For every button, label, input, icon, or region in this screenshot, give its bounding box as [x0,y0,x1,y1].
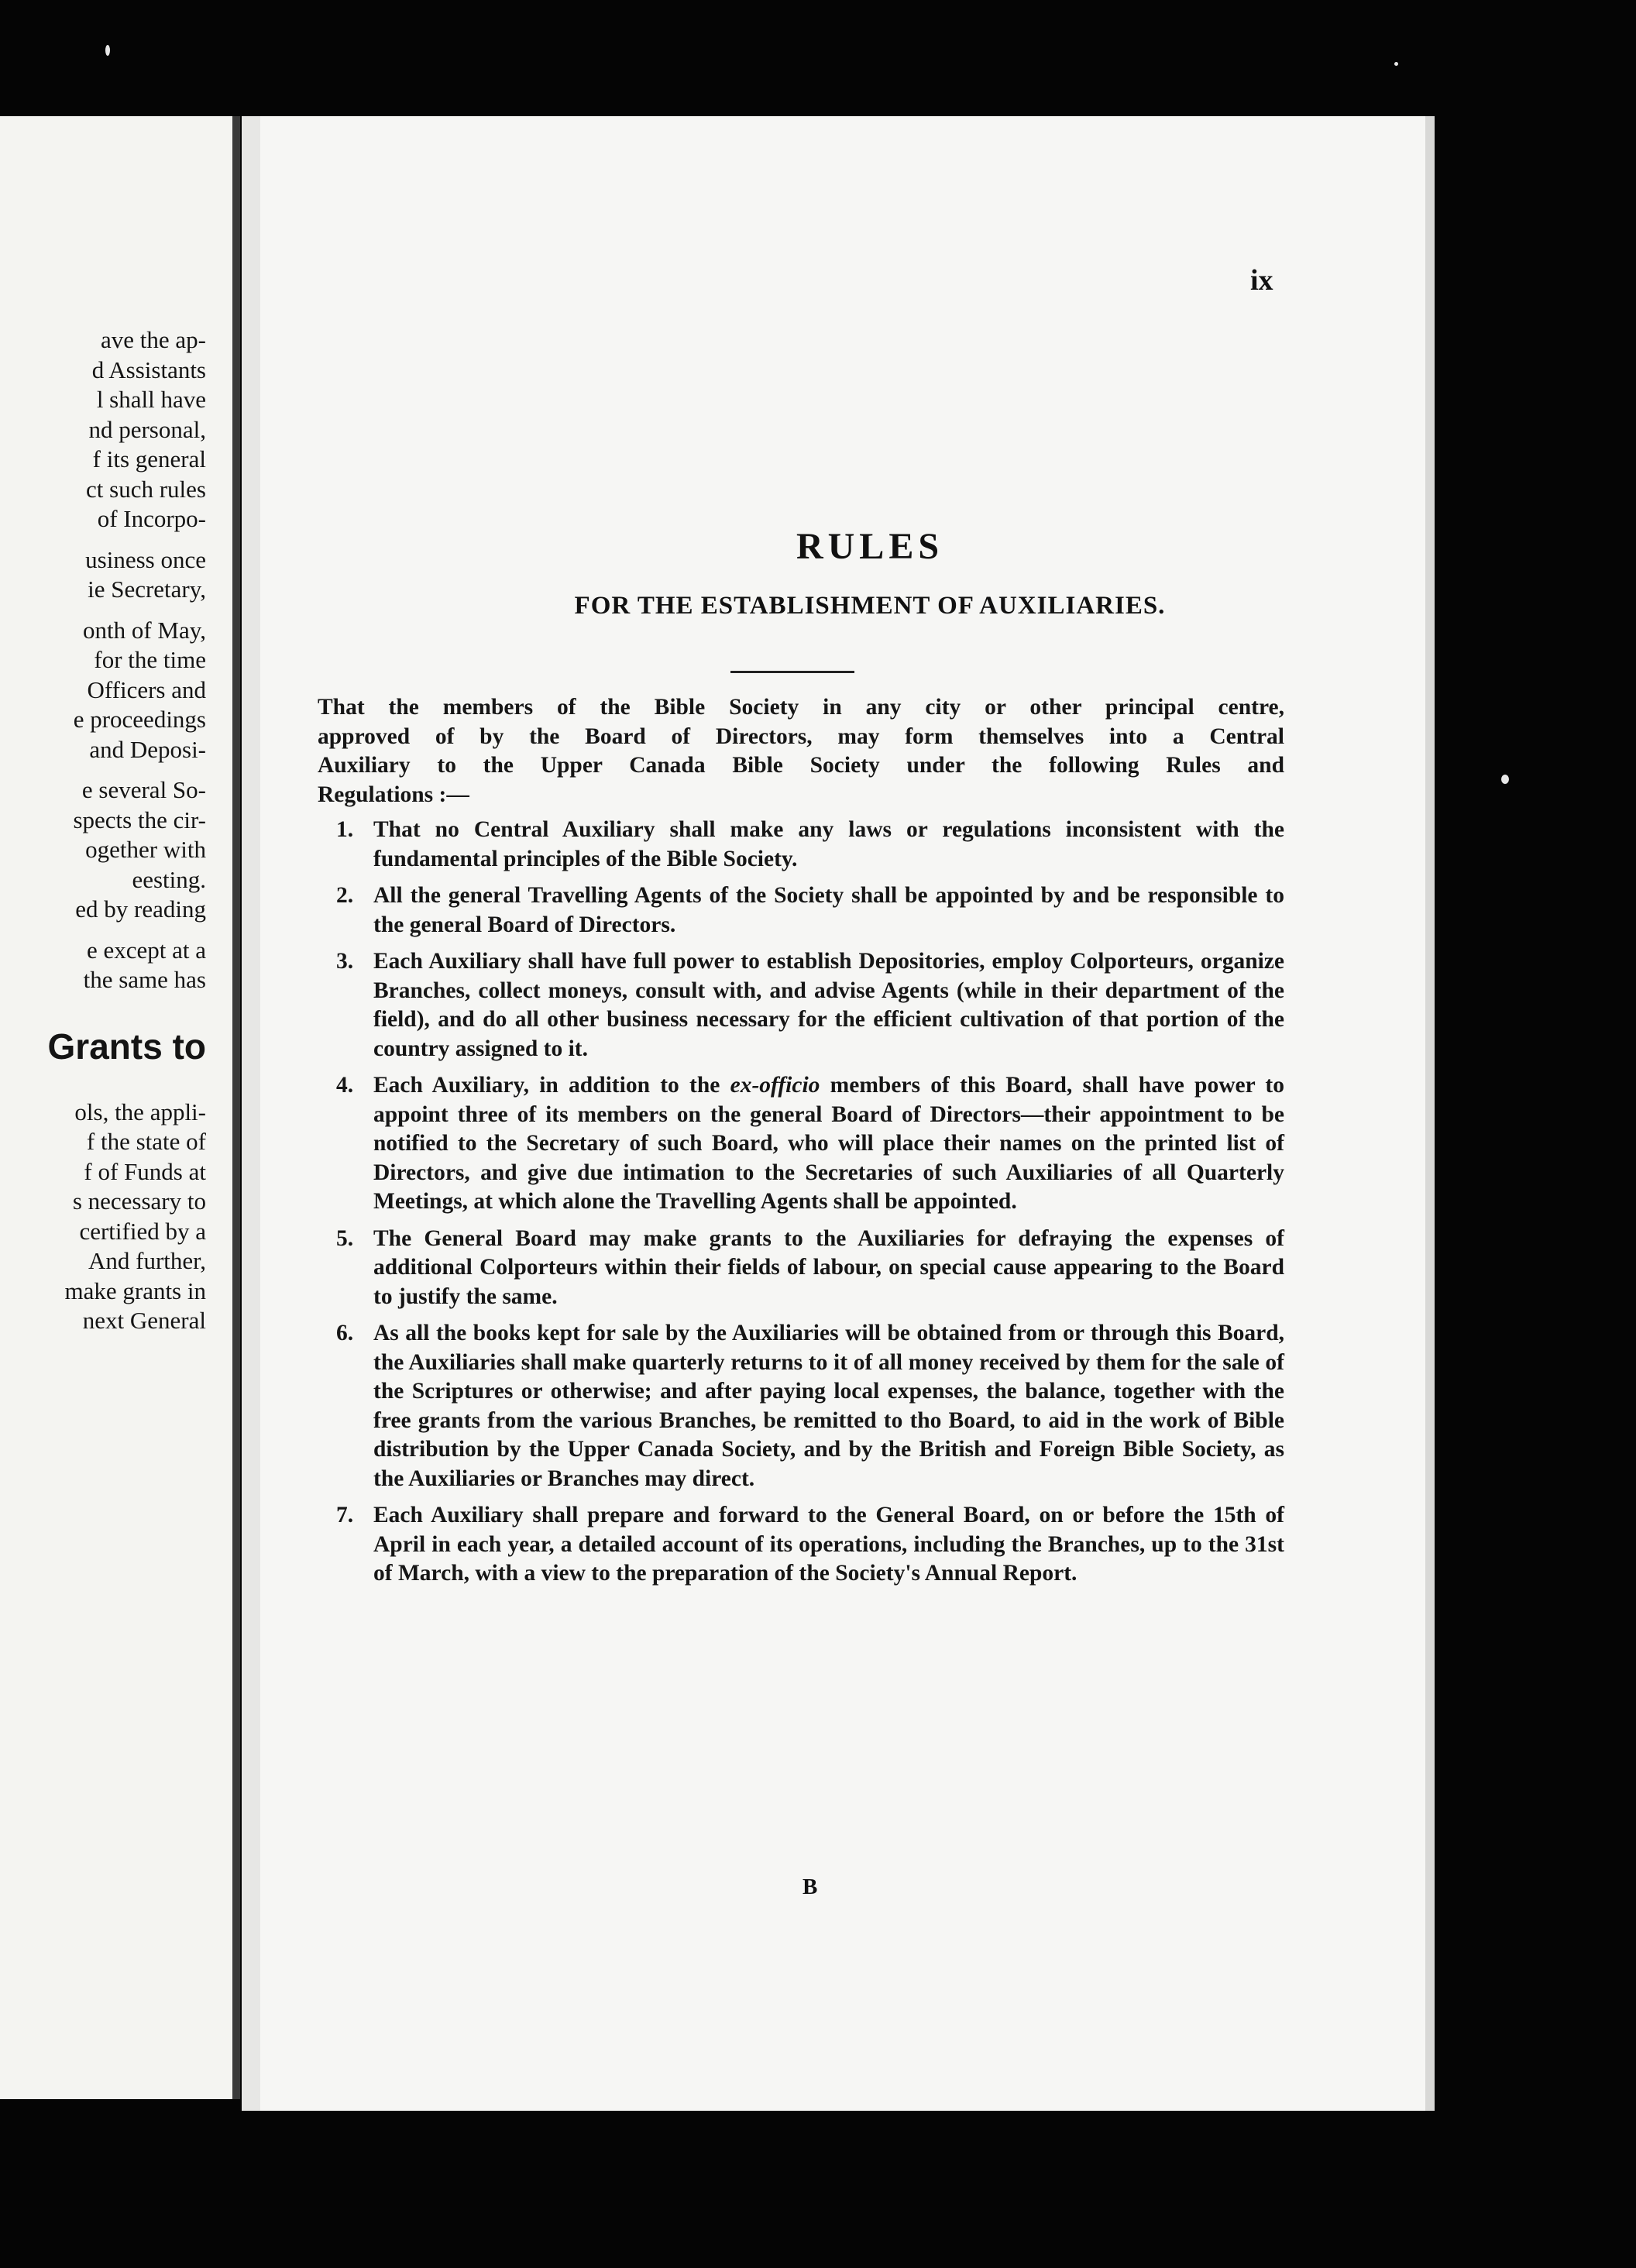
left-line: ogether with [85,836,206,863]
rule-text [373,1071,1284,1217]
left-line: usiness once [85,545,206,573]
rule-number: 4. [336,1073,354,1098]
rule-item-3 [336,947,1284,1064]
page-subtitle: FOR THE ESTABLISHMENT OF AUXILIARIES. [574,592,1166,620]
left-line: ed by reading [75,895,206,923]
rule-number: 6. [336,1321,354,1345]
page-title: RULES [796,526,944,567]
left-line: d Assistants [91,356,206,383]
left-line: ave the ap- [101,326,206,353]
left-line: and Deposi- [89,735,206,763]
left-line: make grants in [64,1277,206,1304]
left-line-gap [0,605,206,616]
left-line: e proceedings [73,706,206,733]
intro-line: That the members of the Bible Society in any city or other principal centre, [318,695,1284,720]
left-page-fragment [0,116,240,2099]
rule-text: All the general Travelling Agents of the Society shall be appointed by and be responsible to the general Board of Directors. [373,883,1284,937]
left-line-gap [0,995,206,1023]
rules-body [318,693,1284,1596]
signature-mark: B [803,1875,818,1899]
left-line: the same has [83,966,206,993]
left-line: next General [82,1307,206,1334]
rule-text-part: members of this Board, shall have power to appoint three of its members on the general Board of Directors—their appointment to be notified to the Secretary of such Board, who will place their names on the printed list of Directors, and give due intimation to the Secretaries of such Auxiliaries of all Quarterly Meetings, at which alone the Travelling Agents shall be appointed. [373,1073,1284,1214]
rule-number: 3. [336,949,354,974]
intro-paragraph [318,693,1284,809]
rule-item-1 [336,816,1284,874]
rule-text: Each Auxiliary shall have full power to establish Depositories, employ Colporteurs, organize Branches, collect moneys, consult with, and advise Agents (while in their department of the field), and do all other business necessary for the efficient cultivation of that portion of the country assigned to it. [373,949,1284,1061]
rule-item-5 [336,1225,1284,1312]
rule-item-4 [336,1071,1284,1217]
left-line: e except at a [86,936,206,964]
rule-number: 1. [336,817,354,842]
rule-text-part: Each Auxiliary, in addition to the [373,1073,730,1098]
left-page-text [0,325,206,1336]
rule-text-italic: ex-officio [730,1073,820,1098]
rule-item-6 [336,1319,1284,1493]
rule-item-2 [336,881,1284,940]
left-line-gap [0,925,206,936]
left-line: ols, the appli- [74,1098,206,1125]
left-line: for the time [94,646,206,673]
rule-number: 2. [336,883,354,908]
left-line: nd personal, [88,415,206,443]
rule-text: That no Central Auxiliary shall make any laws or regulations inconsistent with the fundamental principles of the Bible Society. [373,817,1284,871]
left-line: And further, [88,1247,206,1274]
intro-line: approved of by the Board of Directors, may form themselves into a Central [318,723,1284,749]
document-page [242,116,1435,2111]
rule-text: As all the books kept for sale by the Auxiliaries will be obtained from or through this Board, the Auxiliaries shall make quarterly returns to it of all money received by them for the sale of the Scriptures or otherwise; and after paying local expenses, the balance, together with the free grants from the various Branches, be remitted to tho Board, to aid in the work of Bible distribution by the Upper Canada Society, and by the British and Foreign Bible Society, as the Auxiliaries or Branches may direct. [373,1321,1284,1491]
left-line: f of Funds at [84,1157,206,1185]
rule-item-7 [336,1501,1284,1589]
left-line: s necessary to [72,1187,206,1215]
intro-line: Auxiliary to the Upper Canada Bible Society under the following Rules and [318,753,1284,778]
rule-text: Each Auxiliary shall prepare and forward to the General Board, on or before the 15th of April in each year, a detailed account of its operations, including the Branches, up to the 31st of March, with a view to the preparation of the Society's Annual Report. [373,1503,1284,1586]
intro-line: Regulations :— [318,782,469,807]
left-line-gap [0,1070,206,1098]
left-line: f the state of [86,1128,206,1155]
left-line: Officers and [87,675,206,703]
left-line: onth of May, [83,616,206,644]
left-line: spects the cir- [73,806,206,833]
left-line: ie Secretary, [88,576,206,603]
left-line-gap [0,765,206,775]
left-line: certified by a [79,1217,206,1245]
left-line: l shall have [96,386,206,413]
scan-speck [1501,775,1509,784]
rule-number: 5. [336,1225,354,1251]
left-line: eesting. [132,865,206,893]
left-line: e several So- [81,776,206,803]
title-divider [730,671,854,673]
scan-speck [105,45,110,56]
scan-speck [1394,62,1398,66]
left-line-gap [0,534,206,545]
left-line: f its general [92,445,206,472]
left-heading: Grants to [47,1026,206,1067]
page-number: ix [1250,264,1273,297]
left-line: of Incorpo- [97,505,206,532]
rule-number: 7. [336,1503,354,1527]
rule-text: The General Board may make grants to the Auxiliaries for defraying the expenses of additional Colporteurs within their fields of labour, on special cause appearing to the Board to justify the same. [373,1225,1284,1309]
left-line: ct such rules [86,475,206,503]
